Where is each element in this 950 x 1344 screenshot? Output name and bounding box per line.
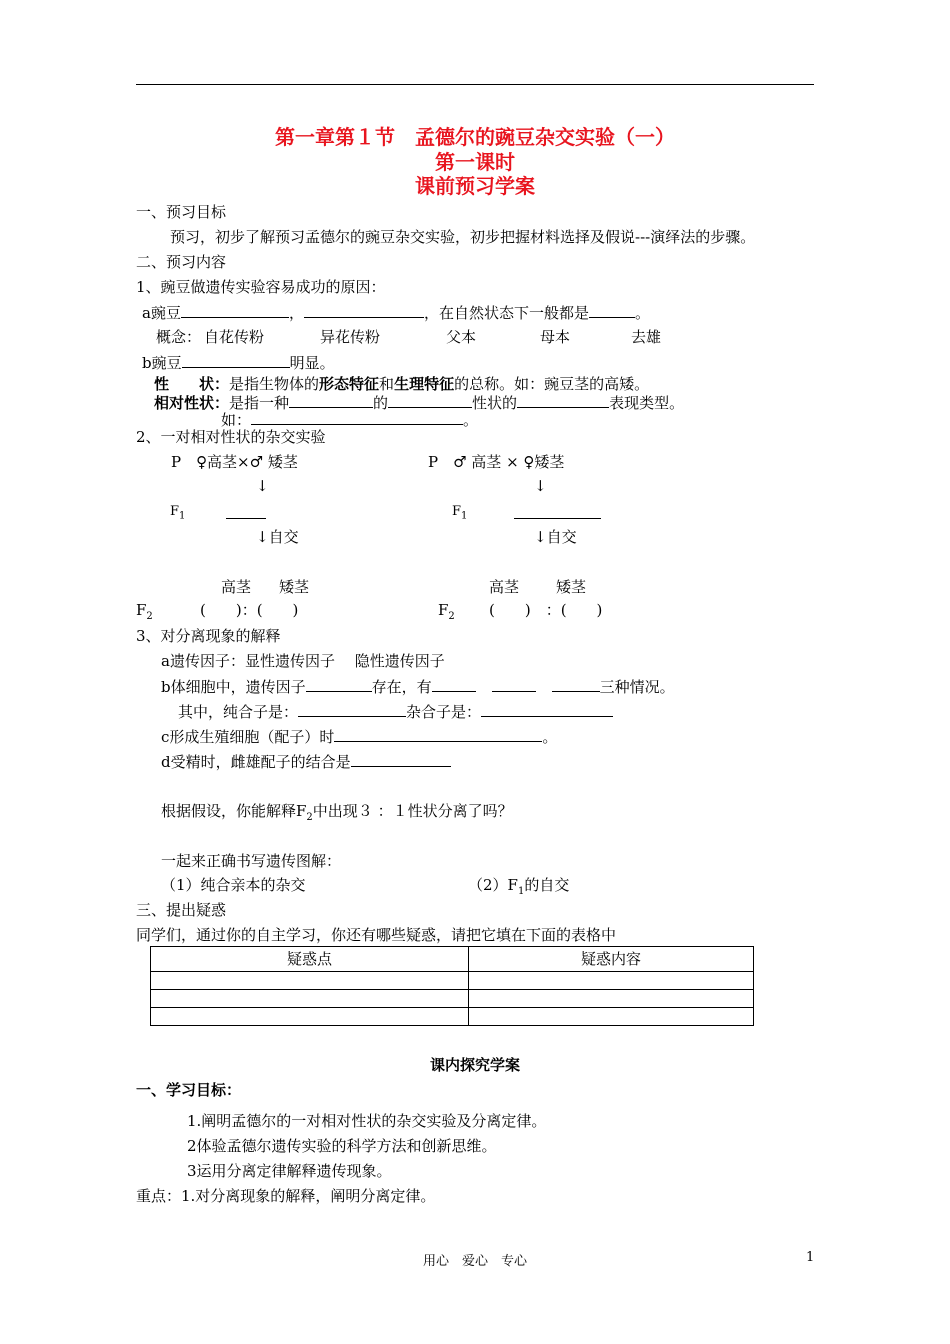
b-end: 明显。 [289,354,335,372]
concept-3: 父本 [446,328,477,346]
d2-pre: （2）F [468,876,518,894]
blank-ic[interactable] [334,726,542,742]
table-cell[interactable] [151,972,469,990]
f1-right-blank[interactable] [514,518,601,519]
blank-rel2[interactable] [388,392,472,408]
blank-rel1[interactable] [289,392,373,408]
diagram-2 [468,875,569,902]
cross-right: P ♂ 高茎 × ♀矮茎 [428,453,565,471]
ib-end: 三种情况。 [599,678,675,696]
f1-right-sub: 1 [461,510,468,522]
goal-1: 1.阐明孟德尔的一对相对性状的杂交实验及分离定律。 [187,1112,547,1130]
short-left: 矮茎 [279,578,310,596]
tall-right: 高茎 [489,578,520,596]
inclass-title: 课内探究学案 [429,1056,520,1074]
q2: 2、一对相对性状的杂交实验 [136,428,326,446]
blank-ib1[interactable] [306,676,372,692]
lesson-title: 第一课时 [435,150,515,174]
f1-left-letter: F [170,504,180,519]
interp-c [161,726,557,747]
interp-d [161,751,451,772]
doubt-table [150,946,754,1026]
arrow-left: ↓ [256,477,269,495]
blank-id[interactable] [351,751,451,767]
f1-right [452,502,467,527]
rel-t1: 是指一种 [229,394,290,412]
self-right: ↓自交 [534,528,577,546]
line-b [142,352,335,373]
page-number: 1 [806,1250,815,1265]
footer-text: 用心 爱心 专心 [422,1254,527,1269]
self-left: ↓自交 [256,528,299,546]
question-sub: 2 [306,812,313,823]
blank-a1[interactable] [181,302,289,318]
ic-pre: c形成生殖细胞（配子）时 [161,728,335,746]
diagram-prompt: 一起来正确书写遗传图解： [161,852,342,870]
diagram-1: （1）纯合亲本的杂交 [161,876,306,894]
pure-line [178,701,613,722]
table-header-row [151,947,754,972]
rel-t2: 的 [373,394,389,412]
concept-2: 异花传粉 [320,328,381,346]
a-mid: ，在自然状态下一般都是 [423,304,589,322]
table-row [151,990,754,1008]
f2-left-sub: 2 [146,611,153,622]
s2-heading: 二、预习内容 [136,253,227,271]
trait-label: 性 状： [154,375,230,393]
concept-1: 自花传粉 [204,328,265,346]
f2-right-letter: F [438,601,449,619]
blank-a2[interactable] [304,302,424,318]
arrow-right: ↓ [534,477,547,495]
interp-a: a遗传因子：显性遗传因子 隐性遗传因子 [161,652,445,670]
table-row [151,1008,754,1026]
header-rule [136,84,814,85]
short-right: 矮茎 [556,578,587,596]
f1-left [170,502,185,527]
d2-sub: 1 [517,886,525,897]
question-pre: 根据假设，你能解释F [161,802,307,820]
a-end: 。 [634,304,650,322]
q1: 1、豌豆做遗传实验容易成功的原因： [136,278,386,296]
trait-text2: 的总称。如：豌豆茎的高矮。 [454,375,650,393]
tall-left: 高茎 [221,578,252,596]
table-cell[interactable] [469,972,754,990]
table-header: 疑惑点 [151,947,469,972]
s3-text: 同学们，通过你的自主学习，你还有哪些疑惑，请把它填在下面的表格中 [136,926,617,944]
goal-2: 2体验孟德尔遗传实验的科学方法和创新思维。 [187,1137,497,1155]
trait-and: 和 [379,375,395,393]
f2-left-letter: F [136,601,147,619]
blank-ib3[interactable] [492,676,536,692]
cross-left: P ♀高茎×♂ 矮茎 [171,453,298,471]
rel-t4: 表现类型。 [609,394,685,412]
s3-heading: 三、提出疑惑 [136,901,227,919]
f1-right-letter: F [452,504,462,519]
f2-right-sub: 2 [448,611,455,622]
trait-bold1: 形态特征 [319,375,380,393]
table-cell[interactable] [151,990,469,1008]
concept-4: 母本 [540,328,571,346]
interp-b [161,676,675,697]
ib-pre: b体细胞中，遗传因子 [161,678,306,696]
b-prefix: b豌豆 [142,354,182,372]
trait-def [154,374,649,394]
blank-pure[interactable] [298,701,406,717]
pure-pre: 其中，纯合子是： [178,703,299,721]
question [161,801,513,828]
blank-ib2[interactable] [432,676,476,692]
ratio-left: ( )：( ) [200,601,299,619]
hetero-label: 杂合子是： [406,703,482,721]
goal-3: 3运用分离定律解释遗传现象。 [187,1162,392,1180]
blank-b1[interactable] [182,352,290,368]
rel-end: 。 [463,411,479,429]
id-pre: d受精时，雌雄配子的结合是 [161,753,351,771]
ic-end: 。 [542,728,558,746]
trait-text1: 是指生物体的 [229,375,320,393]
ratio-right: ( ) ：( ) [489,601,603,619]
table-row [151,972,754,990]
section-title: 课前预习学案 [415,174,535,198]
blank-rel4[interactable] [251,409,463,425]
q3: 3、对分离现象的解释 [136,627,281,645]
s1-text: 预习，初步了解预习孟德尔的豌豆杂交实验，初步把握材料选择及假说---演绎法的步骤。 [170,228,756,246]
table-cell[interactable] [469,990,754,1008]
f2-right [438,600,455,627]
s1-heading: 一、预习目标 [136,203,227,221]
concept-label: 概念： [156,328,202,346]
table-cell[interactable] [151,1008,469,1026]
a-comma: ， [288,304,304,322]
line-a [142,302,650,323]
table-cell[interactable] [469,1008,754,1026]
rel-label: 相对性状： [154,394,230,412]
concept-5: 去雄 [631,328,662,346]
d2-post: 的自交 [524,876,570,894]
chapter-title: 第一章第１节 孟德尔的豌豆杂交实验（一） [275,125,675,149]
f2-left [136,600,153,627]
goal-heading: 一、学习目标： [136,1081,242,1099]
ib-mid: 存在，有 [371,678,432,696]
table-header: 疑惑内容 [469,947,754,972]
blank-hetero[interactable] [481,701,613,717]
f1-left-sub: 1 [179,510,186,522]
rel-t3: 性状的 [472,394,518,412]
trait-bold2: 生理特征 [394,375,455,393]
focus: 重点：1.对分离现象的解释，阐明分离定律。 [136,1187,436,1205]
blank-rel3[interactable] [517,392,609,408]
blank-a3[interactable] [589,302,635,318]
f1-left-blank[interactable] [226,518,266,519]
blank-ib4[interactable] [552,676,600,692]
rel-ru: 如： [221,411,252,429]
a-prefix: a豌豆 [142,304,181,322]
question-post: 中出现３ ：１性状分离了吗？ [312,802,513,820]
